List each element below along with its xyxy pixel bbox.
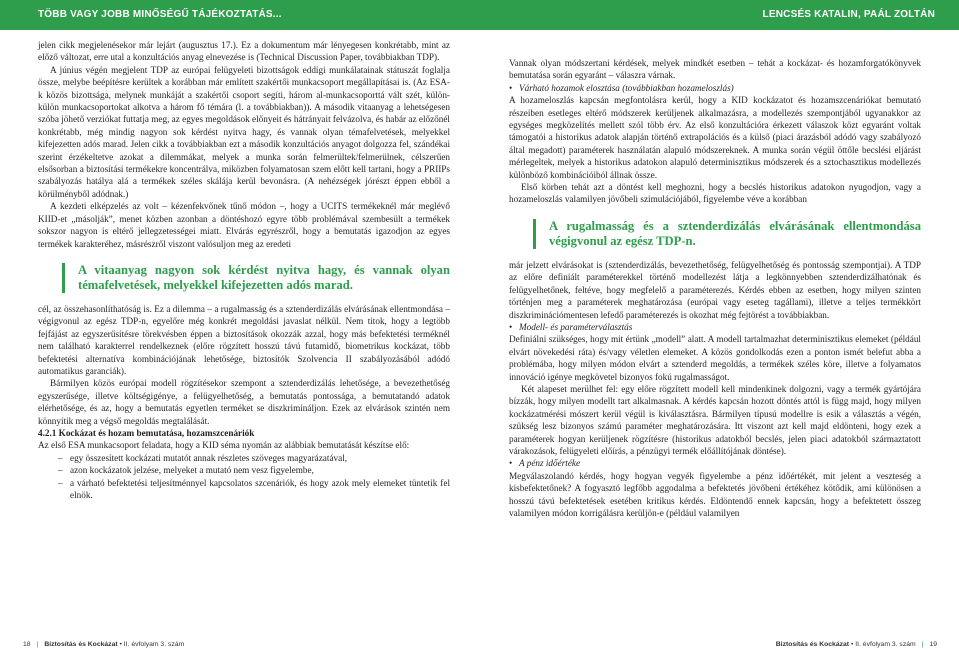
list-item: – egy összesített kockázati mutatót annak részletes szöveges magyarázatával, bbox=[58, 452, 450, 464]
paragraph: Definiálni szükséges, hogy mit értünk „modell” alatt. A modell tartalmazhat determinisztikus elemeket (például elvárt növekedési ráta) és/vagy véletlen elemeket. A közös gondolkodás ezen a ponton ismét belefut abba a problémába, hogy milyen módon elvárt a sztenderd megoldás, a termékek széles köre, illetve a folyamatos innováció igénye megkövetel bizonyos fokú rugalmasságot. bbox=[509, 334, 921, 382]
paragraph: jelen cikk megjelenésekor már lejárt (augusztus 17.). Ez a dokumentum már lényegesen konkrétabb, mint az előző változat, erre utal a konzultációs anyag elnevezése is (Technical Discussion Paper, továbbiakban TDP). bbox=[38, 40, 450, 63]
list-item: – a várható befektetési teljesítménnyel kapcsolatos szcenáriók, és hogy azok mely elemeket tüntetik fel elnök. bbox=[58, 477, 450, 502]
paragraph: már jelzett elvárásokat is (sztenderdizálás, bevezethetőség, felügyelhetőség és pontosság szempontjai). A TDP az előre definiált paraméterekkel történő modellezést látja a legkönnyebben sztenderdizálhatónak és felügyelhetőnek, feltéve, hogy megfelelő a paraméterezés. Kérdés ebben az esetben, hogy milyen szinten történjen meg a paraméterek meghatározása (európai vagy eseteg tagállami), illetve a teljes termékkört diszkriminációmentesen lefedő paraméterezés is okozhat még fejtörést a továbbiakban. bbox=[509, 259, 921, 320]
journal-name: Biztosítás és Kockázat bbox=[44, 641, 118, 648]
section-heading: 4.2.1 Kockázat és hozam bemutatása, hozamszcenáriók bbox=[38, 427, 255, 438]
pull-quote: A rugalmasság és a sztenderdizálás elvárásának ellentmondása végigvonul az egész TDP-n. bbox=[533, 219, 921, 249]
journal-name: Biztosítás és Kockázat bbox=[775, 641, 850, 648]
paragraph: A hozameloszlás kapcsán megfontolásra kerül, hogy a KID kockázatot és hozamszcenáriókat bemutató részeiben esetleges eltérő módszerek kerüljenek alkalmazásra, a modellezés szempontjából ugyanakkor az egységes megközelítés mellett szól több érv. Az első konzultációra érkezett válaszok közt egyaránt voltak támogatói a historikus adatok alapján történő extrapolációs és a külső (piaci árazásból adódó vagy szabályozó által megadott) paraméterek használatán alapuló módszereknek. A munka során végül öttőle becslési eljárást mérlegeltek, melyek a historikus adatokon alapuló determinisztikus módszerek és a sztochasztikus modellezés különböző kombinációiból állnak össze. bbox=[509, 95, 921, 180]
pull-quote: A vitaanyag nagyon sok kérdést nyitva hagy, és vannak olyan témafelvetések, melyekkel kifejezetten adós marad. bbox=[62, 263, 450, 293]
paragraph: cél, az összehasonlíthatóság is. Ez a dilemma – a rugalmasság és a sztenderdizálás elvárásának ellentmondása – végigvonul az egész TDP-n, egyelőre még konkrét megoldási javaslat nélkül. Nem titok, hogy a legtöbb fejfájást az egyszerűsítésre törekvésben éppen a biztosítások okozzák azzal, hogy más befektetési terméknél nem található karakterrel rendelkeznek (előre rögzített hosszú távú futamidő, biometrikus kockázat, több befektetési alternatíva kombinációjának lehetősége, biztosítók Szolvencia II szabályozásából adódó automatikus garanciák). bbox=[38, 303, 450, 376]
footer-separator: | bbox=[36, 641, 39, 648]
issue-info: II. évfolyam 3. szám bbox=[855, 641, 916, 648]
bullet-heading: • Modell- és paraméterválasztás bbox=[509, 321, 921, 333]
paragraph: Két alapeset merülhet fel: egy előre rögzített modell kell mindenkinek dolgozni, vagy a termék gyártójára bízzák, hogy milyen modellt tart alkalmasnak. A kérdés kapcsán hozott döntés attól is függ majd, hogy milyen kockázatmérési mószert kerül végül is kiválasztásra. Bármilyen típusú modellre is esik a választás a végén, szükség lesz bizonyos számú paraméter meghatározására. Itt viszont azt kell majd eldönteni, hogy ezek a paraméterek hogyan kerüljenek rögzítésre (historikus adatokból becslés, jelen piaci adatokból származtatott várakozások, felügyeleti előírás, a pénzügyi termék előállítójának döntése). bbox=[509, 383, 921, 456]
paragraph: A június végén megjelent TDP az európai felügyeleti bizottságok eddigi munkálatainak státuszát foglalja össze, melybe beépítésre kerültek a korábban már említett szakértői munkacsoport megállapításai is. (Az ESA-k közös bizottsága, melynek munkáját a szakértői csoport segíti, három al-munkacsoporttá vált szét, külön-külön munkacsoportokat alkotva a három fő témára (l. a továbbiakban)). A második vitaanyag a lehetségesen szóba jöhető verziókat futtatja meg, az egyes megoldások előnyeit és hátrányait felvázolva, és habár az előzőnél konkrétabb, még mindig nagyon sok kérdést nyitva hagy, és vannak olyan témafelvetések, melyekkel kifejezetten adós marad. Jelen cikk a továbbiakban ezt a második konzultációs anyagot dolgozza fel, szándékai szerint érzékeltetve azokat a dilemmákat, melyek a munka során felmerültek/felmerülnek, célszerűen elsősorban a biztosítási termékekre koncentrálva, miközben folyamatosan szem előtt kell tartani, hogy a PRIIPs szabályozás hatálya alá a termékek széles skálája kerül bevonásra. (A nehézségek jórészt éppen ebből a körülményből adódnak.) bbox=[38, 64, 450, 199]
right-column bbox=[509, 57, 921, 519]
footer-separator: | bbox=[921, 641, 924, 648]
paragraph: Vannak olyan módszertani kérdések, melyek mindkét esetben – tehát a kockázat- és hozamforgatókönyvek bemutatása során egyaránt – válaszra várnak. bbox=[509, 58, 921, 81]
paragraph: Első körben tehát azt a döntést kell meghozni, hogy a becslés historikus adatokon nyugodjon, vagy a hozameloszlás valamilyen jövőbeli szimulációjából, figyelembe véve a korábban bbox=[509, 182, 921, 205]
paragraph: A kezdeti elképzelés az volt – kézenfekvőnek tűnő módon –, hogy a UCITS termékeknél már meglévő KIID-et „másolják”, menet közben azonban a döntéshozó egyre több problémával szembesült a termékek sokszor nagyon is eltérő jellegzetességei miatt. Elvárás egyrészről, hogy a bemutatás igazodjon az egyes termékek karakteréhez, másrészről viszont valósuljon meg az eredeti bbox=[38, 201, 450, 249]
page-number: 19 bbox=[929, 641, 937, 648]
paragraph: Megválaszolandó kérdés, hogy hogyan vegyék figyelembe a pénz időértékét, mit jelent a veszteség a kisbefektetőnek? A fogyasztó legfőbb aggodalma a befektetés jövőbeni értékéhez kötődik, ami különösen a hosszú távú befektetések esetében kritikus kérdés. Eldöntendő ennek kapcsán, hogy a befektetett összeg valamilyen módon korrigálásra kerüljön-e (például valamilyen bbox=[509, 470, 921, 518]
paragraph: Bármilyen közös európai modell rögzítésekor szempont a sztenderdizálás lehetősége, a bevezethetőség egyszerűsége, illetve költségigénye, a felügyelhetőség, a bemutatás pontossága, a bemutatandó adatok elérhetősége, és az, hogy a bemutatás egyetlen terméket se diszkrimináljon. Ezek az elvárások szintén nem könnyítik meg a végső megoldás megtalálását. bbox=[38, 378, 450, 426]
header-bar bbox=[0, 0, 959, 30]
bullet-heading: • A pénz időértéke bbox=[509, 457, 921, 469]
footer-left: 18 | Biztosítás és Kockázat • II. évfolyam 3. szám bbox=[23, 641, 185, 648]
page-number: 18 bbox=[23, 641, 31, 648]
paragraph: Az első ESA munkacsoport feladata, hogy a KID séma nyomán az alábbiak bemutatását készítse elő: bbox=[38, 440, 410, 451]
footer-right: Biztosítás és Kockázat • II. évfolyam 3. szám | 19 bbox=[775, 641, 937, 648]
header-article-title: TÖBB VAGY JOBB MINŐSÉGŰ TÁJÉKOZTATÁS... bbox=[38, 9, 282, 20]
header-authors: LENCSÉS KATALIN, PAÁL ZOLTÁN bbox=[762, 9, 935, 20]
bullet-heading: • Várható hozamok elosztása (továbbiakban hozameloszlás) bbox=[509, 82, 921, 94]
list-item: – azon kockázatok jelzése, melyeket a mutató nem vesz figyelembe, bbox=[58, 464, 450, 476]
left-column bbox=[38, 39, 450, 501]
dash-list bbox=[58, 452, 450, 502]
issue-info: II. évfolyam 3. szám bbox=[123, 641, 185, 648]
